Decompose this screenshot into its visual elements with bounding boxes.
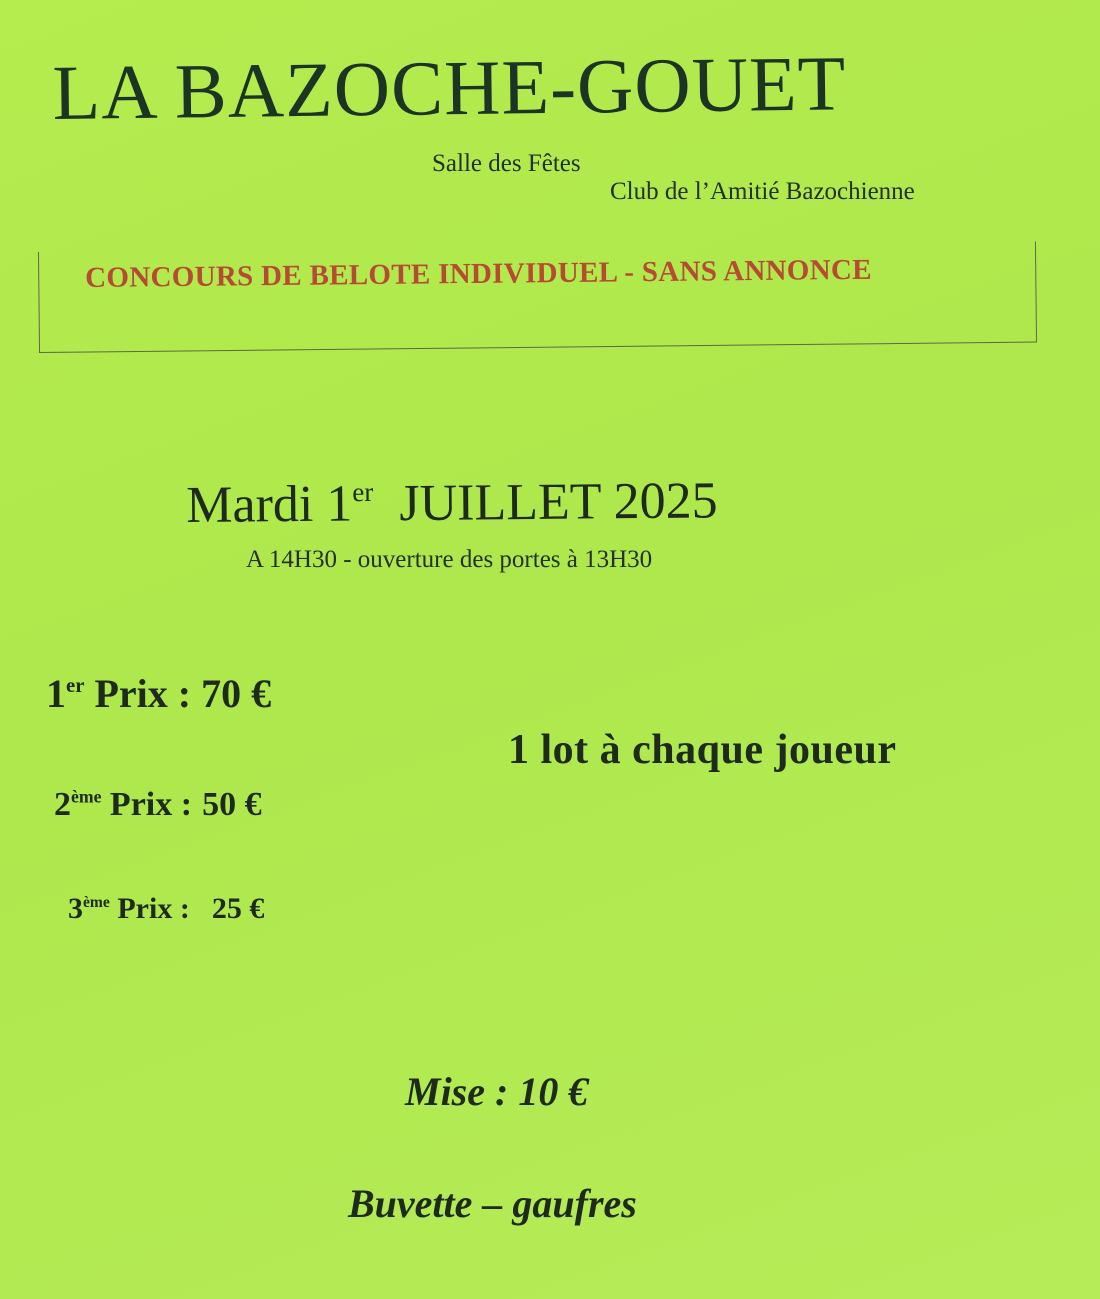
prize-label: Prix : — [117, 892, 190, 925]
prize-rank-suffix: ème — [83, 893, 110, 911]
prize-rank: 3 — [68, 892, 83, 925]
prize-amount: 50 € — [202, 786, 262, 823]
venue-name: Salle des Fêtes — [432, 150, 581, 177]
event-date — [186, 471, 718, 535]
prize-label: Prix : — [94, 671, 192, 716]
town-name: LA BAZOCHE-GOUET — [52, 39, 847, 136]
prize-amount: 70 € — [201, 671, 272, 716]
prize-rank-suffix: er — [66, 674, 85, 698]
prize-rank: 1 — [46, 671, 66, 716]
date-month-year: JUILLET 2025 — [399, 472, 718, 533]
date-day-suffix: er — [352, 476, 374, 508]
refreshments: Buvette – gaufres — [348, 1181, 637, 1226]
prize-rank: 2 — [54, 786, 71, 823]
club-name: Club de l’Amitié Bazochienne — [610, 178, 915, 205]
prize-first — [46, 670, 271, 717]
prize-amount: 25 € — [211, 892, 265, 925]
lot-per-player: 1 lot à chaque joueur — [508, 727, 897, 773]
prize-third — [68, 892, 264, 926]
prize-rank-suffix: ème — [71, 786, 102, 807]
date-weekday-day: Mardi 1 — [186, 475, 353, 534]
prize-second — [54, 786, 262, 824]
prize-label: Prix : — [109, 786, 193, 823]
entry-stake: Mise : 10 € — [405, 1069, 589, 1114]
event-time: A 14H30 - ouverture des portes à 13H30 — [246, 546, 653, 573]
event-title: CONCOURS DE BELOTE INDIVIDUEL - SANS ANNONCE — [85, 253, 872, 294]
